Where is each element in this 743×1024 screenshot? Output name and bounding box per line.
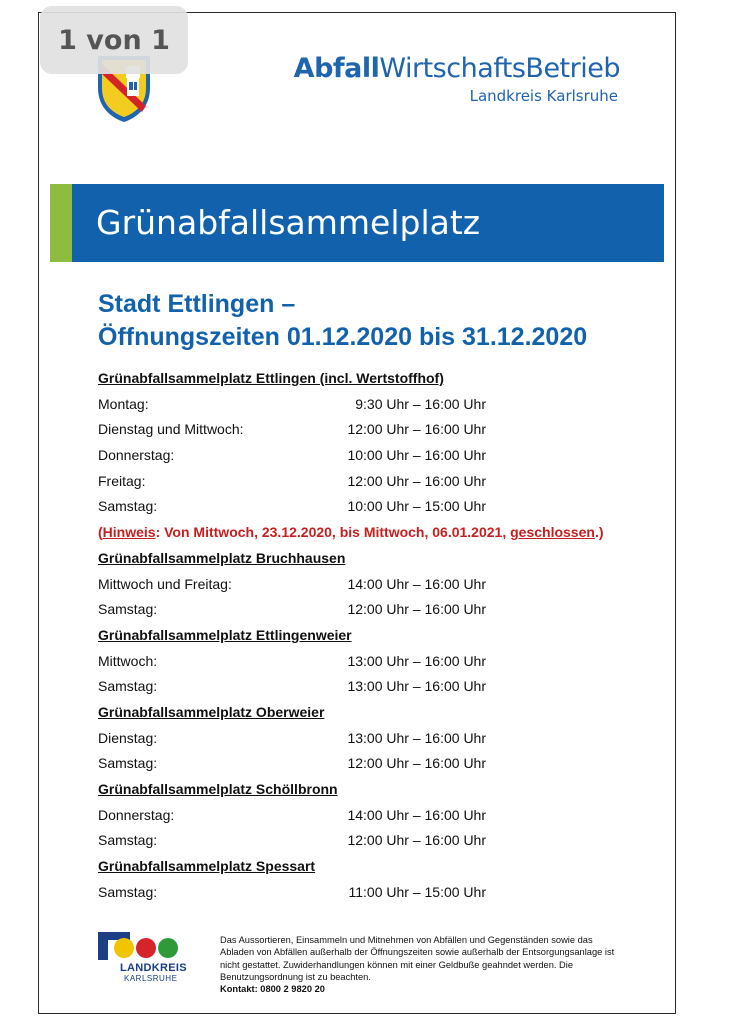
footer-notice-text: Das Aussortieren, Einsammeln und Mitnehmen von Abfällen und Gegenständen sowie das Abladen von Abfällen außerhalb der Öffnungszeiten sowie außerhalb der Entsorgungsanlage ist nicht gestattet. Zuwiderhandlungen können mit einer Geldbuße geahndet werden. Die Benutzungsordnung ist zu beachten. — [220, 935, 615, 982]
landkreis-logo — [94, 926, 194, 986]
schedule-section — [98, 366, 658, 546]
schedule-section — [98, 546, 658, 623]
landkreis-logo-line-2: KARLSRUHE — [124, 974, 178, 983]
footer-disclaimer — [220, 934, 620, 995]
schedule-row — [98, 674, 658, 700]
schedule — [98, 366, 658, 905]
day-label: Mittwoch: — [98, 652, 158, 669]
schedule-row — [98, 417, 658, 443]
schedule-row — [98, 803, 658, 829]
day-label: Donnerstag: — [98, 447, 175, 464]
schedule-row — [98, 649, 658, 675]
heading-line-2: Öffnungszeiten 01.12.2020 bis 31.12.2020 — [98, 323, 588, 351]
day-label: Dienstag: — [98, 729, 158, 746]
banner-title: Grünabfallsammelplatz — [96, 203, 481, 242]
day-label: Mittwoch und Freitag: — [98, 575, 232, 592]
heading-line-1: Stadt Ettlingen – — [98, 290, 296, 318]
day-label: Samstag: — [98, 601, 158, 618]
time-range: 13:00 Uhr – 16:00 Uhr — [347, 652, 486, 669]
section-title: Grünabfallsammelplatz Bruchhausen — [98, 549, 346, 566]
notice-label: Hinweis — [102, 524, 156, 541]
schedule-row — [98, 392, 658, 418]
time-range: 9:30 Uhr – 16:00 Uhr — [355, 395, 486, 412]
time-range: 12:00 Uhr – 16:00 Uhr — [347, 472, 486, 489]
time-range: 10:00 Uhr – 15:00 Uhr — [347, 498, 486, 515]
schedule-section — [98, 777, 658, 854]
awb-logo-subtitle: Landkreis Karlsruhe — [469, 87, 618, 105]
time-range: 10:00 Uhr – 16:00 Uhr — [347, 447, 486, 464]
time-range: 13:00 Uhr – 16:00 Uhr — [347, 678, 486, 695]
schedule-row — [98, 597, 658, 623]
day-label: Donnerstag: — [98, 806, 175, 823]
section-title: Grünabfallsammelplatz Spessart — [98, 858, 316, 875]
page-indicator: 1 von 1 — [40, 6, 188, 74]
schedule-row — [98, 469, 658, 495]
title-banner — [50, 184, 664, 262]
schedule-row — [98, 443, 658, 469]
time-range: 12:00 Uhr – 16:00 Uhr — [347, 421, 486, 438]
banner-accent-stripe — [50, 184, 72, 262]
day-label: Samstag: — [98, 832, 158, 849]
awb-logo-wordmark: AbfallWirtschaftsBetrieb — [293, 53, 620, 84]
schedule-row — [98, 726, 658, 752]
notice-status: geschlossen — [510, 524, 595, 541]
day-label: Montag: — [98, 395, 149, 412]
day-label: Samstag: — [98, 498, 158, 515]
schedule-row — [98, 572, 658, 598]
time-range: 11:00 Uhr – 15:00 Uhr — [348, 883, 486, 900]
time-range: 12:00 Uhr – 16:00 Uhr — [347, 601, 486, 618]
section-title: Grünabfallsammelplatz Oberweier — [98, 703, 325, 720]
day-label: Dienstag und Mittwoch: — [98, 421, 244, 438]
page-heading — [98, 288, 587, 354]
schedule-section — [98, 854, 658, 905]
time-range: 14:00 Uhr – 16:00 Uhr — [347, 575, 486, 592]
time-range: 12:00 Uhr – 16:00 Uhr — [347, 755, 486, 772]
time-range: 13:00 Uhr – 16:00 Uhr — [347, 729, 486, 746]
section-title: Grünabfallsammelplatz Ettlingenweier — [98, 626, 352, 643]
day-label: Samstag: — [98, 678, 158, 695]
section-title: Grünabfallsammelplatz Ettlingen (incl. Wertstoffhof) — [98, 370, 444, 386]
day-label: Freitag: — [98, 472, 146, 489]
landkreis-logo-icon — [94, 926, 194, 966]
section-title: Grünabfallsammelplatz Schöllbronn — [98, 781, 338, 797]
schedule-row — [98, 751, 658, 777]
schedule-row — [98, 828, 658, 854]
time-range: 14:00 Uhr – 16:00 Uhr — [347, 806, 486, 823]
time-range: 12:00 Uhr – 16:00 Uhr — [347, 832, 486, 849]
day-label: Samstag: — [98, 883, 158, 900]
landkreis-logo-line-1: LANDKREIS — [120, 962, 187, 974]
closure-notice: (Hinweis: Von Mittwoch, 23.12.2020, bis Mittwoch, 06.01.2021, geschlossen.) — [98, 524, 604, 541]
schedule-section — [98, 623, 658, 700]
footer-contact: Kontakt: 0800 2 9820 20 — [220, 984, 325, 995]
schedule-row — [98, 494, 658, 520]
schedule-row — [98, 880, 658, 906]
day-label: Samstag: — [98, 755, 158, 772]
awb-logo — [270, 52, 620, 106]
schedule-section — [98, 700, 658, 777]
